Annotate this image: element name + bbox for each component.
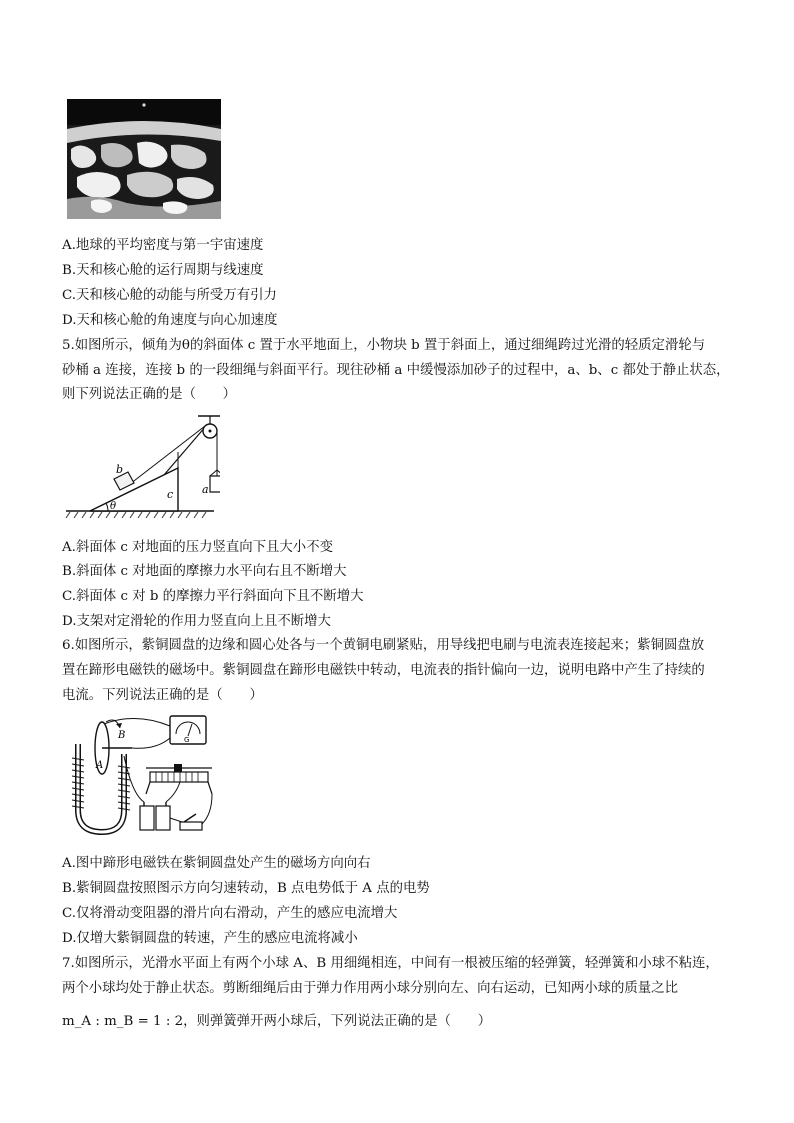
q5-stem-line1: 5.如图所示，倾角为θ的斜面体 c 置于水平地面上，小物块 b 置于斜面上，通过细绳跨过光滑的轻质定滑轮与 <box>62 338 706 353</box>
label-b: b <box>116 463 124 476</box>
label-point-b: B <box>118 730 126 741</box>
label-c: c <box>167 488 174 501</box>
q5-option-c: C.斜面体 c 对 b 的摩擦力平行斜面向下且不断增大 <box>62 589 364 604</box>
label-theta: θ <box>110 501 117 512</box>
q6-stem-line1: 6.如图所示，紫铜圆盘的边缘和圆心处各与一个黄铜电刷紧贴，用导线把电刷与电流表连接起来；紫铜圆盘放 <box>62 638 705 653</box>
q4-option-b: B.天和核心舱的运行周期与线速度 <box>62 263 264 278</box>
label-point-a: A <box>96 760 104 771</box>
incline-pulley-figure <box>64 412 220 522</box>
q5-stem-line3: 则下列说法正确的是（ ） <box>62 387 237 402</box>
q4-option-c: C.天和核心舱的动能与所受万有引力 <box>62 288 277 303</box>
q6-option-b: B.紫铜圆盘按照图示方向匀速转动，B 点电势低于 A 点的电势 <box>62 881 430 896</box>
q6-stem-line3: 电流。下列说法正确的是（ ） <box>62 688 263 703</box>
space-station-photo <box>67 99 221 219</box>
q5-stem-line2: 砂桶 a 连接，连接 b 的一段细绳与斜面平行。现往砂桶 a 中缓慢添加砂子的过程中，a、b、c 都处于静止状态， <box>62 363 730 378</box>
q6-option-c: C.仅将滑动变阻器的滑片向右滑动，产生的感应电流增大 <box>62 906 398 921</box>
label-a: a <box>202 483 209 496</box>
q6-stem-line2: 置在蹄形电磁铁的磁场中。紫铜圆盘在蹄形电磁铁中转动，电流表的指针偏向一边，说明电路中产生了持续的 <box>62 663 705 678</box>
q4-option-a: A.地球的平均密度与第一宇宙速度 <box>62 238 264 253</box>
q5-option-d: D.支架对定滑轮的作用力竖直向上且不断增大 <box>62 614 331 629</box>
q7-stem-line1: 7.如图所示，光滑水平面上有两个小球 A、B 用细绳相连，中间有一根被压缩的轻弹簧，轻弹簧和小球不粘连， <box>62 956 719 971</box>
q5-option-b: B.斜面体 c 对地面的摩擦力水平向右且不断增大 <box>62 564 347 579</box>
q6-option-d: D.仅增大紫铜圆盘的转速，产生的感应电流将减小 <box>62 931 358 946</box>
galvanometer-label: G <box>184 736 190 744</box>
q4-option-d: D.天和核心舱的角速度与向心加速度 <box>62 313 278 328</box>
q5-option-a: A.斜面体 c 对地面的压力竖直向下且大小不变 <box>62 540 333 555</box>
q7-stem-line3: m_A : m_B = 1 : 2，则弹簧弹开两小球后，下列说法正确的是（ ） <box>62 1014 492 1029</box>
copper-disk-generator-figure <box>66 714 216 840</box>
q6-option-a: A.图中蹄形电磁铁在紫铜圆盘处产生的磁场方向向右 <box>62 856 371 871</box>
q7-stem-line2: 两个小球均处于静止状态。剪断细绳后由于弹力作用两小球分别向左、向右运动，已知两小球的质量之比 <box>62 981 678 996</box>
